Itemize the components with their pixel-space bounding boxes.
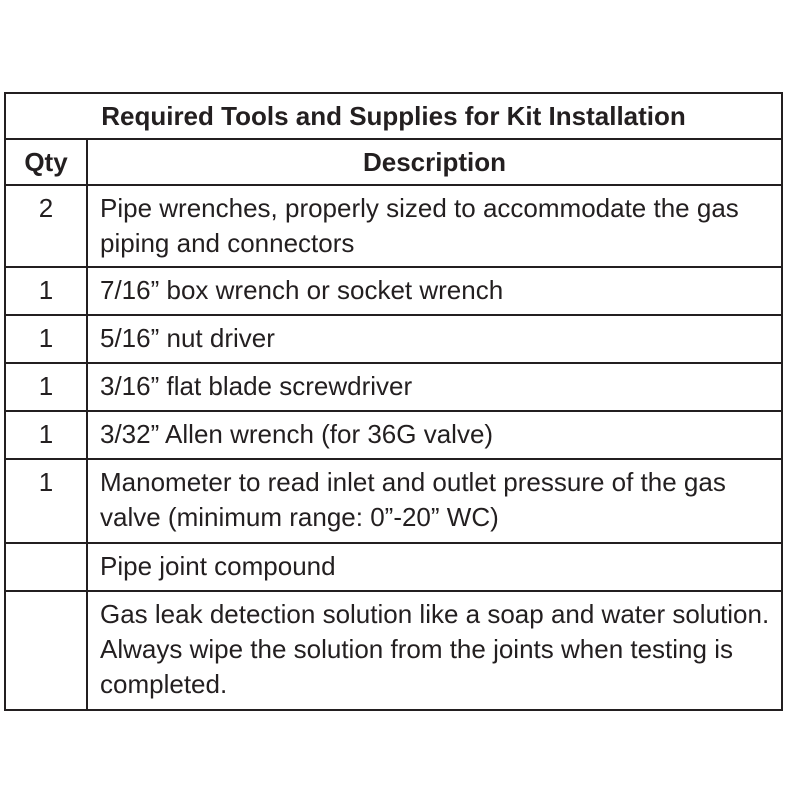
table-row <box>5 315 782 363</box>
description-header: Description <box>87 139 782 185</box>
table-row <box>5 267 782 315</box>
table-row <box>5 411 782 459</box>
table-header-row <box>5 139 782 185</box>
table-row <box>5 543 782 591</box>
tools-supplies-table <box>4 92 783 711</box>
qty-cell <box>5 543 87 591</box>
description-cell: Gas leak detection solution like a soap and water solution. Always wipe the solution from the joints when testing is completed. <box>87 591 782 710</box>
table-row <box>5 185 782 267</box>
description-cell: Manometer to read inlet and outlet pressure of the gas valve (minimum range: 0”-20” WC) <box>87 459 782 543</box>
description-cell: 7/16” box wrench or socket wrench <box>87 267 782 315</box>
description-cell: Pipe joint compound <box>87 543 782 591</box>
qty-cell: 2 <box>5 185 87 267</box>
table-row <box>5 591 782 710</box>
description-cell: 3/16” flat blade screwdriver <box>87 363 782 411</box>
description-cell: Pipe wrenches, properly sized to accommodate the gas piping and connectors <box>87 185 782 267</box>
qty-cell <box>5 591 87 710</box>
table-row <box>5 363 782 411</box>
qty-cell: 1 <box>5 267 87 315</box>
qty-header: Qty <box>5 139 87 185</box>
qty-cell: 1 <box>5 411 87 459</box>
qty-cell: 1 <box>5 315 87 363</box>
description-cell: 5/16” nut driver <box>87 315 782 363</box>
qty-cell: 1 <box>5 459 87 543</box>
description-cell: 3/32” Allen wrench (for 36G valve) <box>87 411 782 459</box>
table-title-row <box>5 93 782 139</box>
table-title: Required Tools and Supplies for Kit Installation <box>5 93 782 139</box>
qty-cell: 1 <box>5 363 87 411</box>
table-row <box>5 459 782 543</box>
